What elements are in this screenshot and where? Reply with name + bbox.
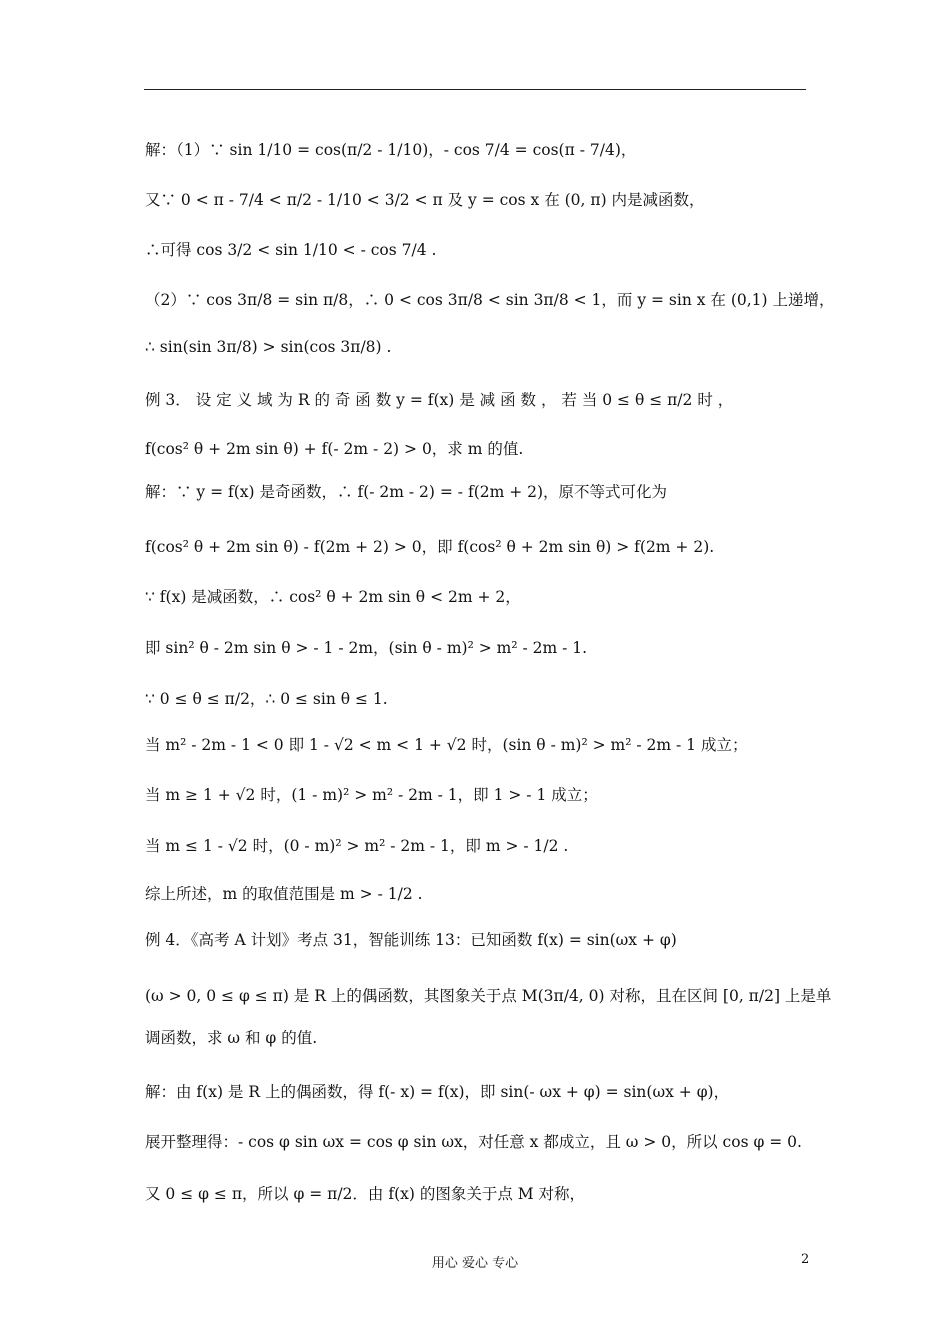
page-number: 2 [801,1252,810,1267]
text-line: 当 m² - 2m - 1 < 0 即 1 - √2 < m < 1 + √2 时，(sin θ - m)² > m² - 2m - 1 成立； [145,736,748,754]
text-line: ∴可得 cos 3/2 < sin 1/10 < - cos 7/4 . [145,241,437,259]
text-line: 调函数，求 ω 和 φ 的值. [145,1029,318,1047]
text-line: ∵ f(x) 是减函数，∴ cos² θ + 2m sin θ < 2m + 2， [145,588,521,606]
text-line: （2）∵ cos 3π/8 = sin π/8，∴ 0 < cos 3π/8 < sin 3π/8 < 1，而 y = sin x 在 (0,1) 上递增， [145,291,835,309]
text-line: 当 m ≤ 1 - √2 时，(0 - m)² > m² - 2m - 1，即 m > - 1/2 . [145,837,569,855]
text-line: 综上所述，m 的取值范围是 m > - 1/2 . [145,885,423,903]
text-line: 展开整理得：- cos φ sin ωx = cos φ sin ωx，对任意 x 都成立，且 ω > 0，所以 cos φ = 0. [145,1133,802,1151]
text-line: f(cos² θ + 2m sin θ) + f(- 2m - 2) > 0，求 m 的值. [145,440,524,458]
text-line: (ω > 0, 0 ≤ φ ≤ π) 是 R 上的偶函数，其图象关于点 M(3π/4, 0) 对称，且在区间 [0, π/2] 上是单 [145,987,832,1005]
text-line: 解：由 f(x) 是 R 上的偶函数，得 f(- x) = f(x)，即 sin(- ωx + φ) = sin(ωx + φ)， [145,1083,730,1101]
page-footer: 用心 爱心 专心 [431,1256,519,1271]
header-rule [144,89,806,90]
text-line: 当 m ≥ 1 + √2 时，(1 - m)² > m² - 2m - 1，即 1 > - 1 成立； [145,786,598,804]
text-line: ∵ 0 ≤ θ ≤ π/2，∴ 0 ≤ sin θ ≤ 1. [145,690,388,708]
text-line: 解：∵ y = f(x) 是奇函数，∴ f(- 2m - 2) = - f(2m + 2)，原不等式可化为 [145,483,668,501]
text-line: ∴ sin(sin 3π/8) > sin(cos 3π/8) . [145,338,392,356]
text-line: 解：（1）∵ sin 1/10 = cos(π/2 - 1/10)，- cos 7/4 = cos(π - 7/4)， [145,141,637,159]
text-line: 例 3． 设 定 义 域 为 R 的 奇 函 数 y = f(x) 是 减 函 数 ， 若 当 0 ≤ θ ≤ π/2 时 ， [145,391,734,409]
text-line: 即 sin² θ - 2m sin θ > - 1 - 2m，(sin θ - m)² > m² - 2m - 1. [145,639,588,657]
text-line: 又∵ 0 < π - 7/4 < π/2 - 1/10 < 3/2 < π 及 y = cos x 在 (0, π) 内是减函数， [145,191,705,209]
text-line: f(cos² θ + 2m sin θ) - f(2m + 2) > 0，即 f(cos² θ + 2m sin θ) > f(2m + 2). [145,538,715,556]
text-line: 例 4．《高考 A 计划》考点 31，智能训练 13：已知函数 f(x) = sin(ωx + φ) [145,931,677,949]
text-line: 又 0 ≤ φ ≤ π，所以 φ = π/2．由 f(x) 的图象关于点 M 对称， [145,1185,586,1203]
